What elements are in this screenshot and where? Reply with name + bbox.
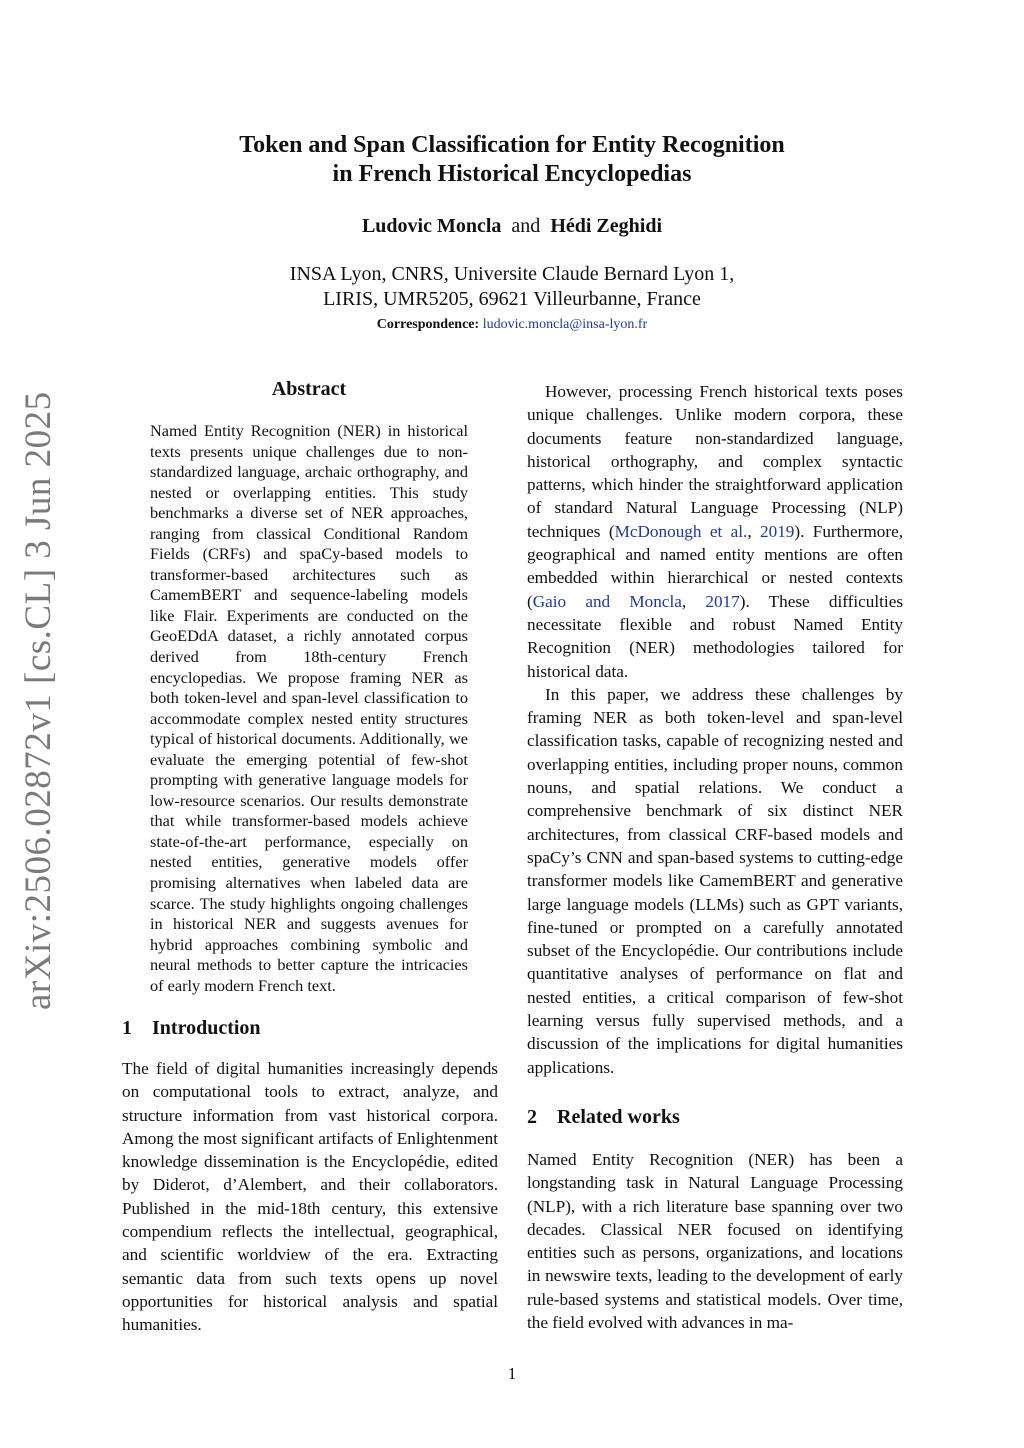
intro-paragraph-2: [527, 380, 903, 683]
related-paragraph-1: [527, 1148, 903, 1334]
text-segment: However, processing French historical texts poses unique challenges. Unlike modern corpora, these documents feature non-standardized language, historical orthography, and complex syntactic patterns, which hinder the straightforward application of standard Natural Language Processing (NLP) techniques (: [527, 382, 903, 541]
text-segment: ). Furthermore, geographical and named entity mentions are often embedded within hierarchical or nested contexts (: [527, 521, 903, 611]
title-line-2: in French Historical Encyclopedias: [332, 161, 692, 187]
author-list: [122, 213, 902, 239]
citation-year-link-mcdonough[interactable]: 2019: [760, 521, 795, 541]
citation-author: McDonough et al.: [614, 521, 748, 541]
abstract-heading: Abstract: [271, 378, 347, 400]
paper-title: [122, 131, 902, 189]
author-1: Ludovic Moncla: [361, 215, 502, 237]
intro-paragraph-3: In this paper, we address these challenges by framing NER as both token-level and span-level classification tasks, capable of recognizing nested and overlapping entities, including proper nouns, common nouns, and spatial relations. We conduct a comprehensive benchmark of six distinct NER architectures, from classical CRF-based models and spaCy’s CNN and span-based systems to cutting-edge transformer models like CamemBERT and generative large language models (LLMs) such as GPT variants, fine-tuned or prompted on a carefully annotated subset of the Encyclopédie. Our contributions include quantitative analyses of performance on flat and nested entities, a critical comparison of few-shot learning versus fully supervised methods, and a discussion of the implications for digital humanities applications.: [527, 684, 903, 1077]
section-number: 1: [122, 1017, 132, 1039]
section-number: 2: [527, 1106, 537, 1128]
affiliation-line-2: LIRIS, UMR5205, 69621 Villeurbanne, France: [323, 288, 701, 310]
section-title: Related works: [557, 1106, 680, 1128]
correspondence-email-link[interactable]: ludovic.moncla@insa-lyon.fr: [482, 317, 648, 332]
text-segment: ). These difficulties necessitate flexible and robust Named Entity Recognition (NER) methodologies tailored for historical data.: [527, 591, 904, 681]
page-number: 1: [507, 1364, 517, 1383]
citation-link-gaio[interactable]: Gaio and Moncla: [532, 591, 682, 611]
right-column: [527, 380, 903, 1079]
intro-paragraph-1: [122, 1057, 498, 1337]
paragraph-text: Named Entity Recognition (NER) has been a longstanding task in Natural Language Processing (NLP), with a rich literature base spanning over two decades. Classical NER focused on identifying entities such as persons, organizations, and locations in newswire texts, leading to the development of early rule-based systems and statistical models. Over time, the field evolved with advances in ma-: [527, 1150, 903, 1333]
section-title: Introduction: [152, 1017, 261, 1039]
citation-link-mcdonough[interactable]: [615, 522, 748, 541]
citation-separator: ,: [747, 521, 761, 541]
affiliation: [122, 262, 902, 312]
arxiv-sidebar-id: arXiv:2506.02872v1 [cs.CL] 3 Jun 2025: [17, 391, 59, 1010]
author-2: Hédi Zeghidi: [550, 215, 663, 237]
title-line-1: Token and Span Classification for Entity Recognition: [239, 132, 785, 158]
citation-year-link-gaio[interactable]: 2017: [705, 591, 740, 611]
abstract-text: Named Entity Recognition (NER) in historical texts presents unique challenges due to non-standardized language, archaic orthography, and nested or overlapping entities. This study benchmarks a diverse set of NER approaches, ranging from classical Conditional Random Fields (CRFs) and spaCy-based models to transformer-based architectures such as CamemBERT and sequence-labeling models like Flair. Experiments are conducted on the GeoEDdA dataset, a richly annotated corpus derived from 18th-century French encyclopedias. We propose framing NER as both token-level and span-level classification to accommodate complex nested entity structures typical of historical documents. Additionally, we evaluate the emerging potential of few-shot prompting with generative language models for low-resource scenarios. Our results demonstrate that while transformer-based models achieve state-of-the-art performance, especially on nested entities, generative models offer promising alternatives when labeled data are scarce. The study highlights ongoing challenges in historical NER and suggests avenues for hybrid approaches combining symbolic and neural methods to better capture the intricacies of early modern French text.: [150, 421, 468, 995]
affiliation-line-1: INSA Lyon, CNRS, Universite Claude Bernard Lyon 1,: [289, 263, 735, 285]
correspondence: [122, 316, 902, 334]
section-heading-related-works: [527, 1106, 680, 1129]
citation-separator: ,: [681, 591, 706, 611]
author-conjunction: and: [511, 215, 541, 237]
section-heading-introduction: [122, 1017, 261, 1040]
correspondence-label: Correspondence:: [376, 317, 480, 332]
paragraph-text: The field of digital humanities increasingly depends on computational tools to extract, analyze, and structure information from vast historical corpora. Among the most significant artifacts of Enlightenment knowledge dissemination is the Encyclopédie, edited by Diderot, d’Alembert, and their collaborators. Published in the mid-18th century, this extensive compendium reflects the intellectual, geographical, and scientific worldview of the era. Extracting semantic data from such texts opens up novel opportunities for historical analysis and spatial humanities.: [122, 1059, 498, 1335]
